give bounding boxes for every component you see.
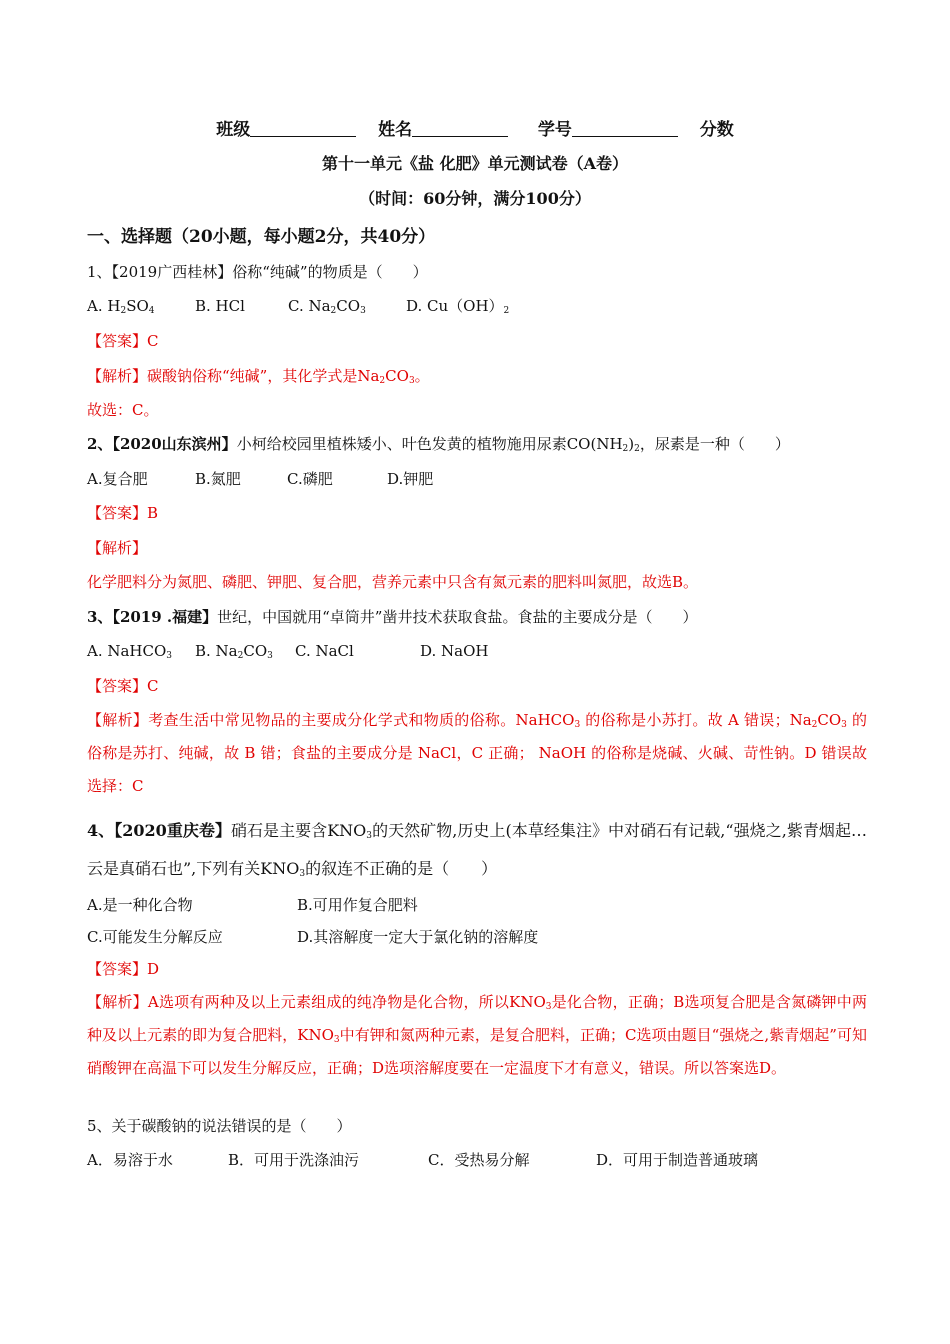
option-b: B. $Na_2CO_3$ — [195, 642, 273, 661]
option-a: A.是一种化合物 — [87, 896, 193, 914]
option-b: B.可用作复合肥料 — [297, 896, 418, 914]
option-c: C.磷肥 — [287, 470, 333, 488]
page-subtitle: （时间：60分钟，满分100分） — [359, 189, 591, 208]
question-1-options — [87, 296, 509, 316]
question-number: 1、 — [87, 263, 112, 281]
analysis-label: 【解析】 — [87, 993, 148, 1011]
class-label: 班级 — [216, 120, 251, 140]
analysis-4: 【解析】A选项有两种及以上元素组成的纯净物是化合物，所以$KNO_3$是化合物，正确；B选项复合肥是含氮磷钾中两种及以上元素的即为复合肥料，$KNO_3$中有钾和氮两种元素，是复合肥料，正确；C选项由题目“强烧之,紫青烟起”可知硝酸钾在高温下可以发生分解反应，正确；D选项溶解度要在一定温度下才有意义，错误。所以答案选D。 — [87, 993, 867, 1077]
question-3-options — [87, 641, 488, 661]
answer-label: 【答案】 — [87, 332, 148, 350]
analysis-label: 【解析】 — [87, 711, 149, 729]
question-1 — [87, 262, 428, 282]
section-heading: 一、选择题（20小题，每小题2分，共40分） — [87, 227, 436, 247]
answer-value: C — [147, 332, 159, 350]
question-source: 【2019广西桂林】 — [111, 263, 233, 281]
question-2 — [87, 434, 790, 454]
question-4-options-row1 — [87, 895, 418, 915]
answer-value: C — [147, 677, 159, 695]
answer-2 — [87, 503, 158, 523]
analysis-3: 【解析】考查生活中常见物品的主要成分化学式和物质的俗称。NaHCO$_3$ 的俗称是小苏打。故 A 错误；$Na_2CO_3$ 的俗称是苏打、纯碱，故 B 错；食盐的主要成分是 NaCl，C 正确； NaOH 的俗称是烧碱、火碱、苛性钠。D 错误故选择：C — [87, 711, 867, 795]
option-d: D.钾肥 — [387, 470, 434, 488]
question-4: 4、【2020重庆卷】硝石是主要含$KNO_3$的天然矿物,历史上(本草经集注》中对硝石有记载,“强烧之,紫青烟起…云是真硝石也”,下列有关$KNO_3$的叙连不正确的是（ ） — [87, 821, 867, 879]
option-d: D. NaOH — [420, 642, 489, 660]
question-text: 小柯给校园里植株矮小、叶色发黄的植物施用尿素$CO(NH_2)_2$，尿素是一种（ ） — [236, 435, 790, 454]
answer-4 — [87, 959, 159, 979]
conclusion-1: 故选：C。 — [87, 401, 159, 419]
option-b: B.氮肥 — [195, 470, 241, 488]
option-a: A. NaHCO$_3$ — [87, 642, 173, 661]
question-source: 【2020山东滨州】 — [112, 435, 237, 453]
question-2-options — [87, 469, 433, 489]
option-b: B．可用于洗涤油污 — [228, 1151, 360, 1169]
option-c: C. $Na_2CO_3$ — [288, 297, 366, 316]
question-source: 【2020重庆卷】 — [114, 821, 231, 840]
question-text: 俗称“纯碱”的物质是（ ） — [232, 263, 428, 281]
student-info-line — [0, 118, 950, 141]
option-c: C. NaCl — [295, 642, 354, 660]
answer-label: 【答案】 — [87, 960, 148, 978]
answer-label: 【答案】 — [87, 677, 148, 695]
question-text: 关于碳酸钠的说法错误的是（ ） — [111, 1117, 352, 1135]
name-blank[interactable] — [412, 118, 508, 137]
option-c: C．受热易分解 — [428, 1151, 530, 1169]
question-number: 5、 — [87, 1117, 112, 1135]
option-a: A. $H_2SO_4$ — [87, 297, 155, 316]
option-d: D．可用于制造普通玻璃 — [596, 1151, 759, 1169]
analysis-label: 【解析】 — [87, 367, 148, 385]
student-number-label: 学号 — [537, 120, 572, 140]
option-d: D.其溶解度一定大于氯化钠的溶解度 — [297, 928, 539, 946]
class-blank[interactable] — [250, 118, 356, 137]
score-label: 分数 — [699, 120, 734, 140]
question-number: 2、 — [87, 435, 113, 453]
page-title: 第十一单元《盐 化肥》单元测试卷（A卷） — [322, 154, 628, 173]
question-5 — [87, 1116, 352, 1136]
option-a: A.复合肥 — [87, 470, 148, 488]
analysis-1: 【解析】碳酸钠俗称“纯碱”，其化学式是$Na_2CO_3$。 — [87, 367, 430, 386]
student-number-blank[interactable] — [572, 118, 678, 137]
answer-3 — [87, 676, 159, 696]
answer-value: B — [147, 504, 159, 522]
answer-label: 【答案】 — [87, 504, 148, 522]
question-number: 4、 — [87, 821, 115, 840]
option-a: A．易溶于水 — [87, 1151, 173, 1169]
answer-value: D — [147, 960, 160, 978]
question-number: 3、 — [87, 608, 113, 626]
name-label: 姓名 — [378, 120, 413, 140]
question-text: 世纪，中国就用“卓筒井”凿井技术获取食盐。食盐的主要成分是（ ） — [217, 608, 698, 626]
question-5-options — [87, 1150, 758, 1170]
analysis-label-2: 【解析】 — [87, 539, 148, 557]
question-3 — [87, 607, 697, 627]
answer-1 — [87, 331, 159, 351]
question-source: 【2019 .福建】 — [112, 608, 218, 626]
option-d: D. $Cu(OH)_2$ — [406, 297, 510, 316]
option-c: C.可能发生分解反应 — [87, 928, 223, 946]
analysis-2: 化学肥料分为氮肥、磷肥、钾肥、复合肥，营养元素中只含有氮元素的肥料叫氮肥，故选B。 — [87, 573, 699, 591]
question-4-options-row2 — [87, 927, 538, 947]
option-b: B. HCl — [195, 297, 245, 315]
